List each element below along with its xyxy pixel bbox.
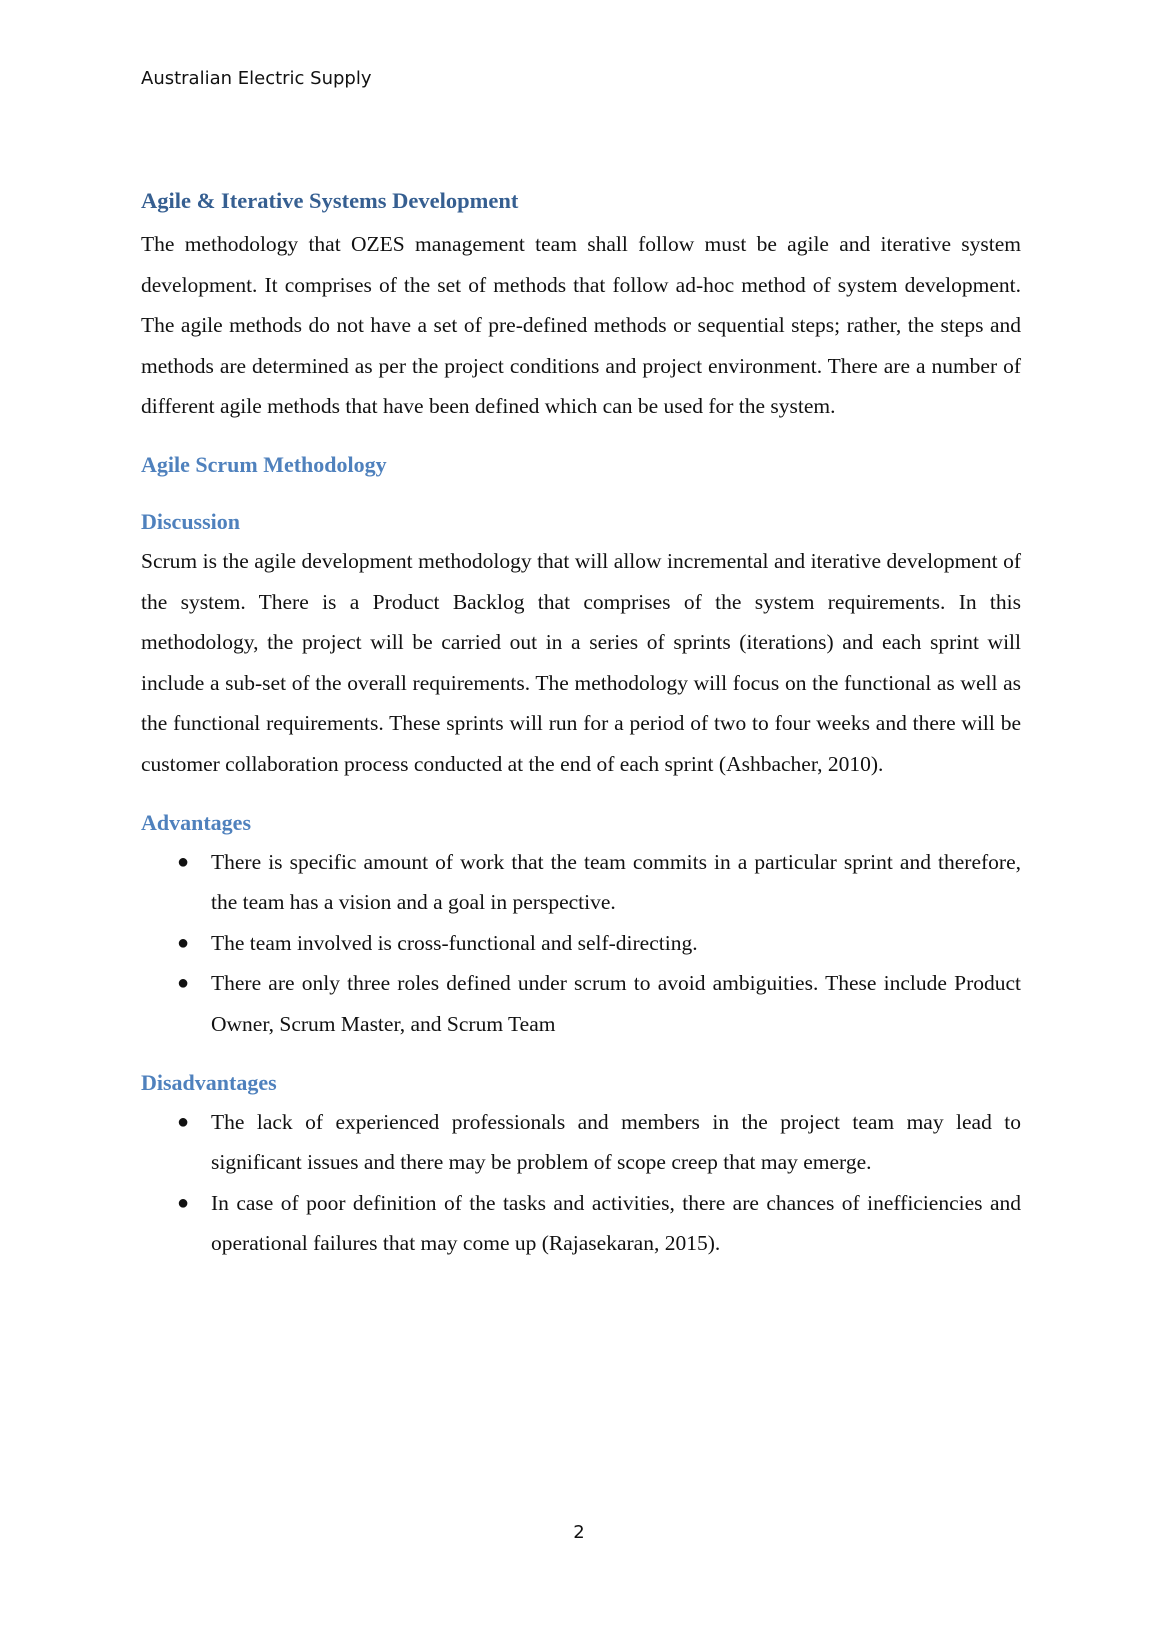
bullet-icon: ● — [177, 850, 190, 873]
bullet-icon: ● — [177, 972, 190, 995]
list-item: ● There are only three roles defined under scrum to avoid ambiguities. These include Product Owner, Scrum Master, and Scrum Team — [141, 963, 1021, 1044]
list-item: ● The team involved is cross-functional and self-directing. — [141, 923, 1021, 964]
disadvantages-list — [141, 1102, 1021, 1264]
heading-advantages: Advantages — [141, 809, 252, 835]
heading-agile-scrum: Agile Scrum Methodology — [141, 451, 387, 477]
bullet-icon: ● — [177, 931, 190, 954]
list-item: ● The lack of experienced professionals and members in the project team may lead to significant issues and there may be problem of scope creep that may emerge. — [141, 1102, 1021, 1183]
page-content — [141, 182, 1021, 1264]
heading-disadvantages: Disadvantages — [141, 1069, 277, 1095]
bullet-icon: ● — [177, 1191, 190, 1214]
advantages-list — [141, 842, 1021, 1045]
paragraph-discussion: Scrum is the agile development methodology that will allow incremental and iterative development of the system. There is a Product Backlog that comprises of the system requirements. In this methodology, the project will be carried out in a series of sprints (iterations) and each sprint will include a sub-set of the overall requirements. The methodology will focus on the functional as well as the functional requirements. These sprints will run for a period of two to four weeks and there will be customer collaboration process conducted at the end of each sprint (Ashbacher, 2010). — [141, 548, 1021, 776]
heading-discussion: Discussion — [141, 508, 241, 534]
heading-agile-iterative: Agile & Iterative Systems Development — [141, 188, 519, 213]
page-number: 2 — [573, 1522, 585, 1543]
bullet-icon: ● — [177, 1110, 190, 1133]
list-item: ● In case of poor definition of the tasks and activities, there are chances of inefficiencies and operational failures that may come up (Rajasekaran, 2015). — [141, 1183, 1021, 1264]
list-item: ● There is specific amount of work that the team commits in a particular sprint and therefore, the team has a vision and a goal in perspective. — [141, 842, 1021, 923]
page-header: Australian Electric Supply — [141, 68, 372, 89]
paragraph-agile: The methodology that OZES management team shall follow must be agile and iterative system development. It comprises of the set of methods that follow ad-hoc method of system development. The agile methods do not have a set of pre-defined methods or sequential steps; rather, the steps and methods are determined as per the project conditions and project environment. There are a number of different agile methods that have been defined which can be used for the system. — [141, 232, 1021, 419]
